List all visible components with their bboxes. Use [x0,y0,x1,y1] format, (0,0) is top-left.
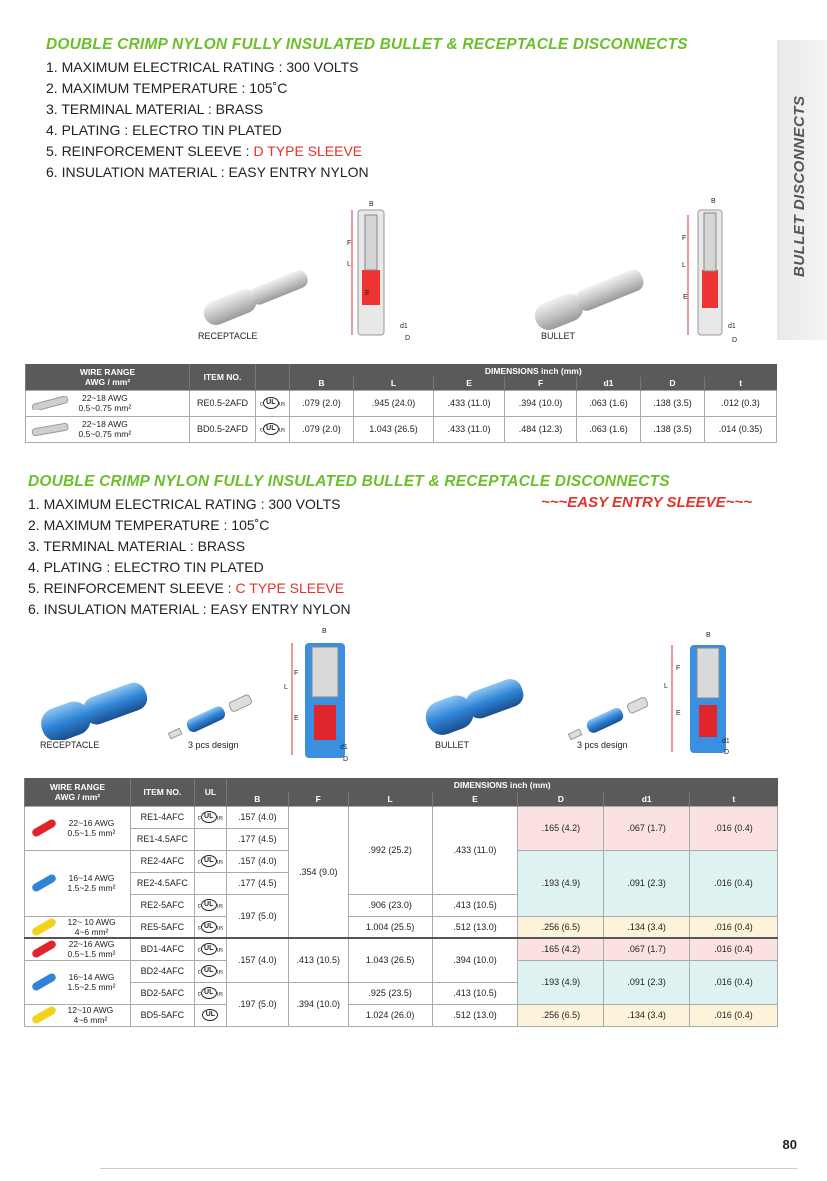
ul-logo-icon: UL [263,397,279,409]
clear-receptacle-icon [30,396,70,410]
svg-text:d1: d1 [728,323,736,330]
clear-bullet-icon [30,422,70,436]
svg-text:d1: d1 [400,323,408,330]
svg-text:E: E [294,715,299,722]
spec-item: 5. REINFORCEMENT SLEEVE : D TYPE SLEEVE [46,143,363,159]
spec-item: 5. REINFORCEMENT SLEEVE : C TYPE SLEEVE [28,580,345,596]
side-tab-label: BULLET DISCONNECTS [791,95,808,277]
blue-terminal-icon [29,972,59,992]
three-pcs-receptacle-figure [160,690,270,740]
svg-text:B: B [706,632,711,639]
svg-text:D: D [405,335,411,342]
receptacle-clear-figure [195,200,435,345]
table-row: 22~18 AWG 0.5~0.75 mm² BD0.5-2AFD c UL us .079 (2.0) 1.043 (26.5) .433 (11.0) .484 (12.3) .063 (1.6) .138 (3.5) .014 (0.35) [26,416,777,442]
svg-text:E: E [683,294,688,301]
three-pcs-caption-2: 3 pcs design [577,740,628,750]
svg-text:D: D [732,337,738,344]
receptacle-blue-crosssection [280,625,370,765]
blue-terminal-icon [29,873,59,893]
svg-text:d1: d1 [340,744,348,751]
ul-logo-icon: UL [201,987,217,999]
receptacle-blue-figure [30,640,160,740]
col-dimensions: DIMENSIONS inch (mm) [226,778,777,792]
three-pcs-bullet-figure [560,695,660,740]
svg-text:F: F [676,665,681,672]
spec-item: 2. MAXIMUM TEMPERATURE : 105˚C [28,517,270,533]
ul-logo-icon: UL [201,899,217,911]
bottom-divider [100,1168,797,1169]
page-number: 80 [782,1137,797,1152]
spec-item: 2. MAXIMUM TEMPERATURE : 105˚C [46,80,288,96]
section2-specs [28,494,351,620]
red-terminal-icon [29,939,59,959]
spec-item: 6. INSULATION MATERIAL : EASY ENTRY NYLON [28,601,351,617]
three-pcs-caption-1: 3 pcs design [188,740,239,750]
svg-text:L: L [664,683,668,690]
section1-table: WIRE RANGE AWG / mm² ITEM NO. DIMENSIONS inch (mm) B L E F d1 D t 22~18 AWG 0.5~0.75 mm² RE0.5-2AFD c UL us .079 (2.0) .945 (24.0) .433 (11.0) .394 (10.0) .063 (1.6) .138 (3.5) .012 (0.3) 22~18 AWG 0.5~0.75 mm² BD0.5-2AFD c UL us .079 (2.0) 1.043 (26.5) .433 (11.0) .484 (12.3) .063 (1.6) .138 (3.5) .014 (0.35) [25,364,777,443]
col-item-no: ITEM NO. [130,778,194,806]
svg-text:D: D [343,756,349,763]
ul-logo-icon: UL [201,855,217,867]
receptacle-caption: RECEPTACLE [198,331,258,341]
spec-item: 1. MAXIMUM ELECTRICAL RATING : 300 VOLTS [46,59,359,75]
easy-entry-banner: ~~~EASY ENTRY SLEEVE~~~ [541,494,752,511]
col-wire-range: WIRE RANGE AWG / mm² [26,364,190,390]
ul-logo-icon: UL [201,965,217,977]
table-row: RE1-4.5AFC .177 (4.5) [25,828,778,850]
ul-logo-icon: UL [263,423,279,435]
svg-text:B: B [369,201,374,208]
table-row: 22~16 AWG 0.5~1.5 mm² RE1-4AFC c UL us .157 (4.0) .354 (9.0) .992 (25.2) .433 (11.0) .165 (4.2) .067 (1.7) .016 (0.4) [25,806,778,828]
table-row: 22~16 AWG 0.5~1.5 mm² BD1-4AFC c UL us .157 (4.0) .413 (10.5) 1.043 (26.5) .394 (10.0) .165 (4.2) .067 (1.7) .016 (0.4) [25,938,778,960]
bullet-caption-2: BULLET [435,740,470,750]
sleeve-type: C TYPE SLEEVE [235,580,345,596]
red-terminal-icon [29,818,59,838]
bullet-clear-figure [520,195,760,345]
table-row: RE2-4.5AFC .177 (4.5) [25,872,778,894]
svg-text:F: F [682,235,687,242]
spec-item: 1. MAXIMUM ELECTRICAL RATING : 300 VOLTS [28,496,341,512]
col-item-no: ITEM NO. [190,364,256,390]
col-ul: UL [194,778,226,806]
spec-item: 3. TERMINAL MATERIAL : BRASS [46,101,264,117]
sleeve-type: D TYPE SLEEVE [253,143,363,159]
svg-text:E: E [676,710,681,717]
svg-text:B: B [711,198,716,205]
ul-logo-icon: UL [201,943,217,955]
section2-table: WIRE RANGE AWG / mm² ITEM NO. UL DIMENSIONS inch (mm) B F L E D d1 t 22~16 AWG 0.5~1.5 mm² RE1-4AFC c UL us .157 (4.0) .354 (9.0) .992 (25.2) .433 (11.0) .165 (4.2) .067 (1.7) .016 (0.4) RE1-4.5AFC .177 (4.5) 16~14 AWG 1.5~2.5 mm² RE2-4AFC c UL us .157 (4.0) .193 (4.9) .091 (2.3) .016 (0.4) RE2-4.5AFC .177 (4.5) RE2-5AFC c UL us .197 (5.0) .906 (23.0) .413 (10.5) 12~ 10 AWG 4~6 mm² RE5-5AFC c UL us 1.004 (25.5) .512 (13.0) .256 (6.5) .134 (3.4) .016 (0.4) 22~16 AWG 0.5~1.5 mm² BD1-4AFC c UL us .157 (4.0) .413 (10.5) 1.043 (26.5) .394 (10.0) .165 (4.2) .067 (1.7) .016 (0.4) 16~14 AWG 1.5~2.5 mm² BD2-4AFC c UL us .193 (4.9) .091 (2.3) .016 (0.4) BD2-5AFC c UL us .197 (5.0) .394 (10.0) .925 (23.5) .413 (10.5) 12~10 AWG 4~6 mm² BD5-5AFC UL 1.024 (26.0) .512 (13.0) .256 (6.5) .134 (3.4) .016 (0.4) [24,778,778,1027]
svg-text:d1: d1 [722,738,730,745]
bullet-blue-figure [415,645,525,740]
bullet-blue-crosssection [660,630,750,760]
table-row: 16~14 AWG 1.5~2.5 mm² RE2-4AFC c UL us .157 (4.0) .193 (4.9) .091 (2.3) .016 (0.4) [25,850,778,872]
svg-text:L: L [284,684,288,691]
spec-item: 3. TERMINAL MATERIAL : BRASS [28,538,246,554]
svg-text:F: F [347,240,352,247]
section1-specs [46,57,369,183]
receptacle-caption-2: RECEPTACLE [40,740,100,750]
svg-text:L: L [347,261,351,268]
svg-text:B: B [322,628,327,635]
ul-logo-icon: UL [201,811,217,823]
svg-text:L: L [682,262,686,269]
section2-heading: DOUBLE CRIMP NYLON FULLY INSULATED BULLET & RECEPTACLE DISCONNECTS [28,473,670,490]
svg-text:E: E [365,290,370,297]
svg-text:D: D [724,749,730,756]
spec-item: 4. PLATING : ELECTRO TIN PLATED [46,122,282,138]
table-row: 12~10 AWG 4~6 mm² BD5-5AFC UL 1.024 (26.0) .512 (13.0) .256 (6.5) .134 (3.4) .016 (0.4) [25,1004,778,1026]
table-row: BD2-5AFC c UL us .197 (5.0) .394 (10.0) .925 (23.5) .413 (10.5) [25,982,778,1004]
spec-item: 4. PLATING : ELECTRO TIN PLATED [28,559,264,575]
table-row: 16~14 AWG 1.5~2.5 mm² BD2-4AFC c UL us .193 (4.9) .091 (2.3) .016 (0.4) [25,960,778,982]
section1-heading: DOUBLE CRIMP NYLON FULLY INSULATED BULLET & RECEPTACLE DISCONNECTS [46,36,688,53]
yellow-terminal-icon [29,1005,59,1025]
bullet-caption: BULLET [541,331,576,341]
ul-logo-icon: UL [201,921,217,933]
yellow-terminal-icon [29,917,59,937]
table-row: 22~18 AWG 0.5~0.75 mm² RE0.5-2AFD c UL us .079 (2.0) .945 (24.0) .433 (11.0) .394 (10.0) .063 (1.6) .138 (3.5) .012 (0.3) [26,390,777,416]
svg-text:F: F [294,670,299,677]
col-wire-range: WIRE RANGE AWG / mm² [25,778,131,806]
spec-item: 6. INSULATION MATERIAL : EASY ENTRY NYLON [46,164,369,180]
col-dimensions: DIMENSIONS inch (mm) [290,364,777,377]
table-row: RE2-5AFC c UL us .197 (5.0) .906 (23.0) .413 (10.5) [25,894,778,916]
table-row: 12~ 10 AWG 4~6 mm² RE5-5AFC c UL us 1.004 (25.5) .512 (13.0) .256 (6.5) .134 (3.4) .016 (0.4) [25,916,778,938]
ul-logo-icon: UL [202,1009,218,1021]
